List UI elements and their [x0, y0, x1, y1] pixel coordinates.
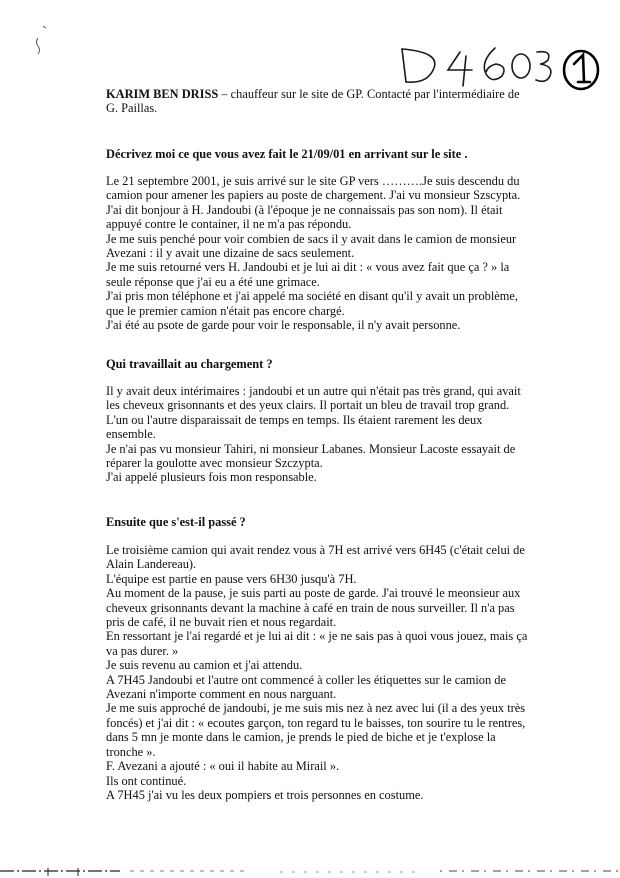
- text-line: L'un ou l'autre disparaissait de temps en temps. Ils étaient rarement les deux: [106, 412, 483, 427]
- text-line: Je me suis approché de jandoubi, je me suis mis nez à nez avec lui (il a des yeux très: [106, 701, 526, 716]
- text-line: A 7H45 Jandoubi et l'autre ont commencé à coller les étiquettes sur le camion de: [106, 672, 506, 687]
- section-3-body: [106, 543, 576, 802]
- witness-name: KARIM BEN DRISS: [106, 87, 219, 101]
- text-line: L'équipe est partie en pause vers 6H30 jusqu'à 7H.: [106, 571, 357, 586]
- margin-scribble: [37, 26, 47, 54]
- text-line: Au moment de la pause, je suis parti au poste de garde. J'ai trouvé le meonsieur aux: [106, 586, 521, 601]
- text-line: Je n'ai pas vu monsieur Tahiri, ni monsieur Labanes. Monsieur Lacoste essayait de: [106, 441, 516, 456]
- text-line: Ils ont continué.: [106, 773, 187, 788]
- text-line: réparer la goulotte avec monsieur Szczypta.: [106, 456, 323, 471]
- text-line: pris de café, il ne buvait rien et nous regardait.: [106, 615, 337, 630]
- intro-text-line2: G. Paillas.: [106, 101, 158, 116]
- text-line: foncés) et j'ai dit : « ecoutes garçon, ton regard tu le baisses, ton sourire tu le rentres,: [106, 715, 526, 730]
- section-1-heading: [106, 147, 576, 161]
- page-number-circle: [564, 51, 598, 89]
- text-line: J'ai appelé plusieurs fois mon responsable.: [106, 470, 317, 485]
- text-line: J'ai été au psote de garde pour voir le responsable, il n'y avait personne.: [106, 318, 461, 333]
- text-line: Le troisième camion qui avait rendez vous à 7H est arrivé vers 6H45 (c'était celui de: [106, 543, 525, 557]
- intro-paragraph: [106, 87, 576, 116]
- text-line: va pas durer. »: [106, 643, 179, 658]
- text-line: que le premier camion n'était pas encore chargé.: [106, 303, 345, 318]
- text-line: Avezani : il y avait une dizaine de sacs seulement.: [106, 246, 355, 261]
- question-heading: Décrivez moi ce que vous avez fait le 21/09/01 en arrivant sur le site .: [106, 147, 468, 161]
- text-line: les cheveux grisonnants et des yeux clairs. Il portait un bleu de travail trop grand.: [106, 398, 510, 413]
- intro-text: – chauffeur sur le site de GP. Contacté par l'intermédiaire de: [218, 87, 520, 101]
- text-line: Je suis revenu au camion et j'ai attendu.: [106, 658, 303, 673]
- text-line: F. Avezani a ajouté : « oui il habite au Mirail ».: [106, 759, 340, 774]
- text-line: dans 5 mn je monte dans le camion, je prends le pied de biche et je t'explose la: [106, 730, 496, 745]
- text-line: Le 21 septembre 2001, je suis arrivé sur le site GP vers ……….Je suis descendu du: [106, 174, 520, 188]
- text-line: Avezani n'importe comment en nous narguant.: [106, 687, 337, 702]
- text-line: J'ai pris mon téléphone et j'ai appelé ma société en disant qu'il y avait un problème,: [106, 289, 519, 304]
- text-line: Alain Landereau).: [106, 557, 197, 572]
- question-heading: Ensuite que s'est-il passé ?: [106, 515, 246, 529]
- question-heading: Qui travaillait au chargement ?: [106, 357, 273, 371]
- text-line: Je me suis penché pour voir combien de sacs il y avait dans le camion de monsieur: [106, 231, 517, 246]
- text-line: J'ai dit bonjour à H. Jandoubi (à l'époque je ne connaissais pas son nom). Il était: [106, 202, 503, 217]
- text-line: Il y avait deux intérimaires : jandoubi et un autre qui n'était pas très grand, qui avait: [106, 384, 521, 398]
- text-line: ensemble.: [106, 427, 156, 442]
- section-2-body: [106, 384, 576, 485]
- section-2-heading: [106, 357, 576, 371]
- text-line: A 7H45 j'ai vu les deux pompiers et trois personnes en costume.: [106, 787, 424, 802]
- handwritten-reference: [402, 48, 551, 86]
- text-line: Je me suis retourné vers H. Jandoubi et je lui ai dit : « vous avez fait que ça ? » la: [106, 260, 510, 275]
- text-line: camion pour amener les papiers au poste de chargement. J'ai vu monsieur Szscypta.: [106, 188, 521, 203]
- text-line: En ressortant je l'ai regardé et je lui ai dit : « je ne sais pas à quoi vous jouez, mais ça: [106, 629, 528, 644]
- text-line: tronche ».: [106, 744, 156, 759]
- section-3-heading: [106, 515, 576, 529]
- text-line: seule réponse que j'ai eu a été une grimace.: [106, 274, 320, 289]
- section-1-body: [106, 174, 576, 332]
- text-line: appuyé contre le container, il ne m'a pas répondu.: [106, 217, 352, 232]
- text-line: cheveux grisonnants devant la machine à café en train de nous surveiller. Il n'a pas: [106, 600, 515, 615]
